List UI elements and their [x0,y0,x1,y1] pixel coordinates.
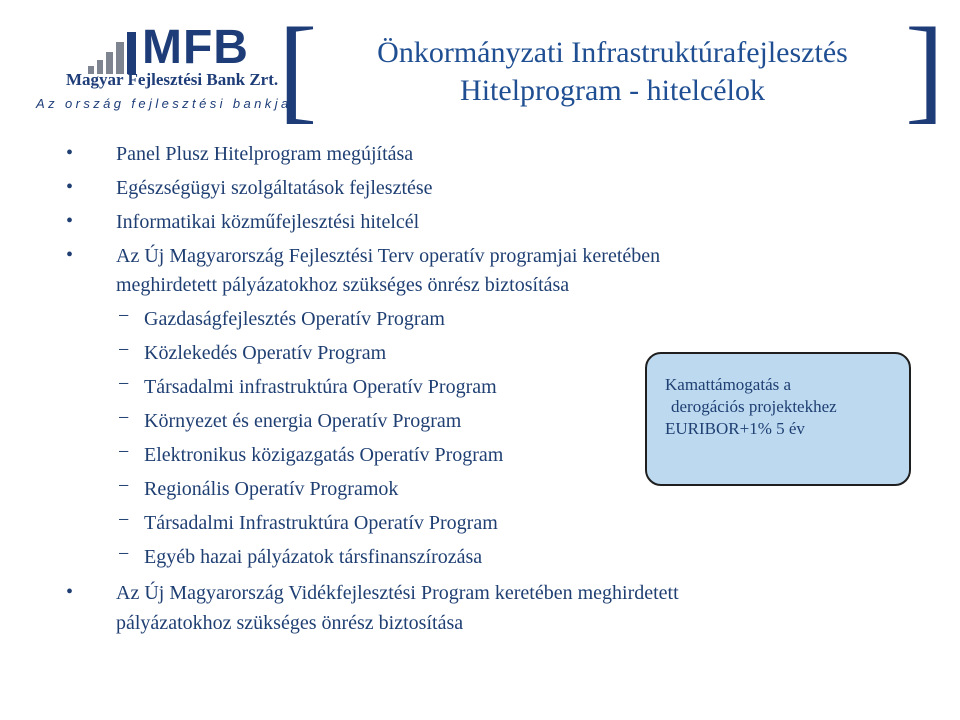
dash-icon: − [118,509,130,531]
dash-icon: − [118,339,130,361]
sub-list-item: Gazdaságfejlesztés Operatív Program [144,308,445,330]
sub-list-item: Elektronikus közigazgatás Operatív Program [144,444,504,466]
sub-list-item: Közlekedés Operatív Program [144,342,387,364]
logo-bank-name: Magyar Fejlesztési Bank Zrt. [66,70,279,89]
logo-tagline: Az ország fejlesztési bankja [36,96,292,111]
list-item-continuation: pályázatokhoz szükséges önrész biztosítása [116,612,464,634]
dash-icon: − [118,543,130,565]
callout-line-1: Kamattámogatás a [665,375,792,394]
list-item: Panel Plusz Hitelprogram megújítása [116,143,414,165]
dash-icon: − [118,441,130,463]
slide-title [330,34,895,110]
dash-icon: − [118,475,130,497]
list-item-continuation: meghirdetett pályázatokhoz szükséges önrész biztosítása [116,274,570,296]
bullet-icon: • [66,176,74,198]
right-bracket-icon: ] [905,3,945,134]
title-line-1: Önkormányzati Infrastruktúrafejlesztés [377,36,848,69]
dash-icon: − [118,407,130,429]
bullet-icon: • [66,142,74,164]
logo-brand: MFB [142,21,249,74]
dash-icon: − [118,305,130,327]
title-line-2: Hitelprogram - hitelcélok [460,74,765,107]
list-item: Informatikai közműfejlesztési hitelcél [116,211,420,233]
bullet-icon: • [66,581,74,603]
callout-line-3: EURIBOR+1% 5 év [665,419,805,438]
bullet-icon: • [66,210,74,232]
dash-icon: − [118,373,130,395]
callout-line-2: derogációs projektekhez [671,397,837,416]
sub-list-item: Társadalmi infrastruktúra Operatív Program [144,376,497,398]
logo-bars-icon [88,30,138,74]
bullet-icon: • [66,244,74,266]
sub-list-item: Környezet és energia Operatív Program [144,410,462,432]
mfb-logo [30,18,292,118]
interest-subsidy-callout [645,352,911,486]
sub-list-item: Társadalmi Infrastruktúra Operatív Program [144,512,498,534]
list-item: Az Új Magyarország Vidékfejlesztési Program keretében meghirdetett [116,582,679,604]
sub-list-item: Egyéb hazai pályázatok társfinanszírozása [144,546,483,568]
list-item: Az Új Magyarország Fejlesztési Terv operatív programjai keretében [116,245,661,267]
sub-list-item: Regionális Operatív Programok [144,478,399,500]
list-item: Egészségügyi szolgáltatások fejlesztése [116,177,433,199]
left-bracket-icon: [ [278,3,318,134]
